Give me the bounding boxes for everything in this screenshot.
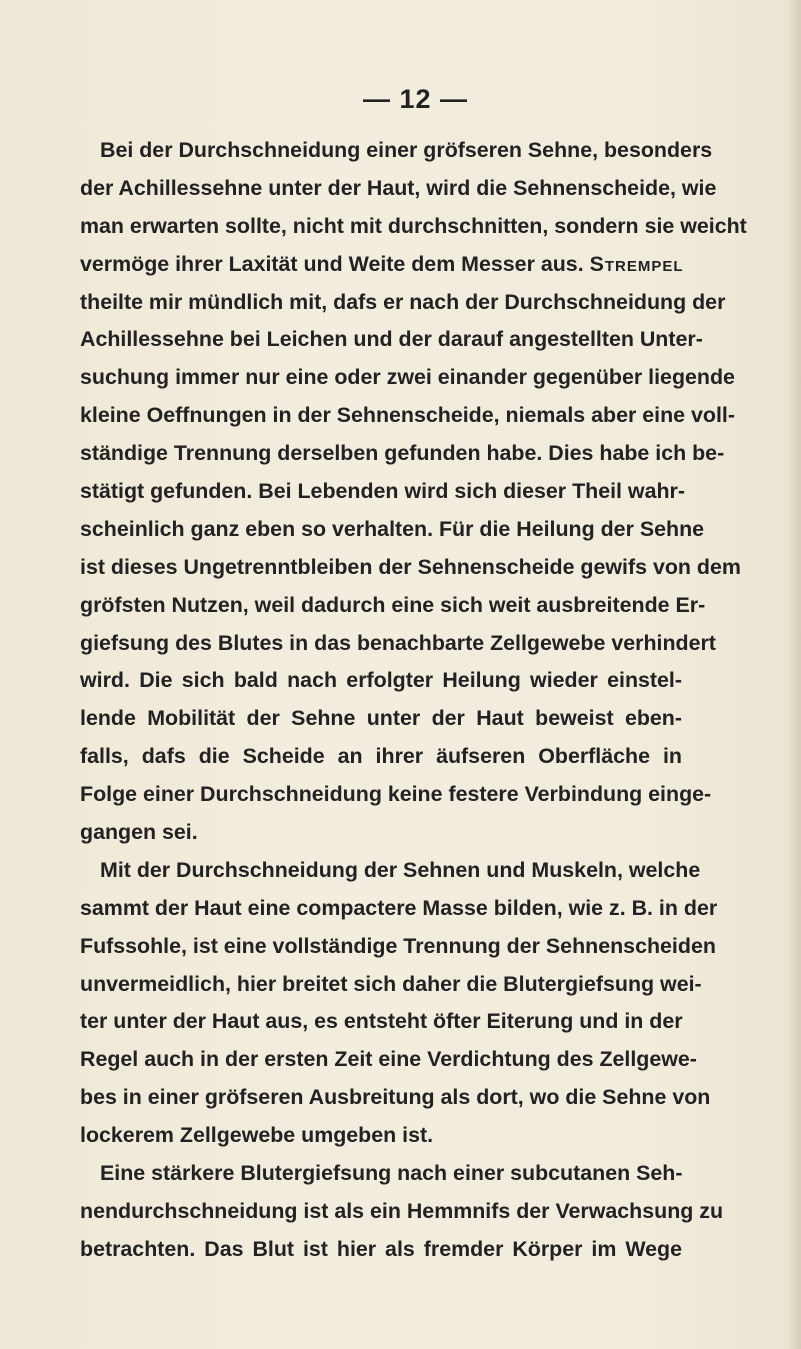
text-line-content: wird. Die sich bald nach erfolgter Heilung wieder einstel-	[80, 668, 682, 693]
text-line-content: stätigt gefunden. Bei Lebenden wird sich dieser Theil wahr-	[80, 479, 685, 504]
text-line	[80, 359, 735, 397]
text-line	[80, 1155, 682, 1193]
text-line-content: betrachten. Das Blut ist hier als fremder Körper im Wege	[80, 1236, 682, 1261]
text-line	[80, 625, 716, 663]
text-line	[80, 1193, 724, 1231]
text-line-content: scheinlich ganz eben so verhalten. Für die Heilung der Sehne	[80, 516, 705, 541]
text-line-content: ist dieses Ungetrenntbleiben der Sehnenscheide gewifs von dem	[80, 554, 741, 579]
text-line	[80, 1231, 682, 1269]
text-line	[80, 662, 682, 700]
text-line-content: Folge einer Durchschneidung keine festere Verbindung einge-	[80, 782, 712, 807]
text-line	[80, 852, 701, 890]
text-line	[80, 208, 747, 246]
text-line-content: der Achillessehne unter der Haut, wird die Sehnenscheide, wie	[80, 175, 717, 200]
text-line-content: Achillessehne bei Leichen und der darauf angestellten Unter-	[80, 327, 703, 352]
text-line-content: lende Mobilität der Sehne unter der Haut beweist eben-	[80, 706, 682, 731]
text-line-content: ter unter der Haut aus, es entsteht öfter Eiterung und in der	[80, 1009, 683, 1034]
text-line	[80, 966, 702, 1004]
text-line	[80, 928, 716, 966]
text-line-content: falls, dafs die Scheide an ihrer äufseren Oberfläche in	[80, 744, 682, 769]
author-name-smallcaps: Strempel	[589, 251, 684, 276]
text-line-content: Eine stärkere Blutergiefsung nach einer subcutanen Seh-	[100, 1161, 683, 1186]
text-line	[80, 132, 713, 170]
text-line	[80, 700, 682, 738]
text-line-content: theilte mir mündlich mit, dafs er nach der Durchschneidung der	[80, 289, 726, 314]
text-line-content: man erwarten sollte, nicht mit durchschnitten, sondern sie weicht	[80, 213, 747, 238]
text-line-content: Mit der Durchschneidung der Sehnen und Muskeln, welche	[100, 857, 701, 882]
text-line	[80, 776, 712, 814]
text-line	[80, 246, 682, 284]
text-line-content: gröfsten Nutzen, weil dadurch eine sich weit ausbreitende Er-	[80, 592, 706, 617]
text-line	[80, 738, 682, 776]
text-line-content: bes in einer gröfseren Ausbreitung als dort, wo die Sehne von	[80, 1085, 711, 1110]
body-text	[80, 132, 747, 1269]
text-line-content: gangen sei.	[80, 820, 198, 845]
text-line-content: lockerem Zellgewebe umgeben ist.	[80, 1123, 434, 1148]
text-line	[80, 1003, 682, 1041]
text-line-content: unvermeidlich, hier breitet sich daher die Blutergiefsung wei-	[80, 971, 702, 996]
text-line	[80, 435, 725, 473]
text-line-content: nendurchschneidung ist als ein Hemmnifs der Verwachsung zu	[80, 1198, 724, 1223]
text-line	[80, 511, 705, 549]
text-line-content: Regel auch in der ersten Zeit eine Verdichtung des Zellgewe-	[80, 1047, 697, 1072]
text-line-content: giefsung des Blutes in das benachbarte Zellgewebe verhindert	[80, 630, 716, 655]
text-line-content: kleine Oeffnungen in der Sehnenscheide, niemals aber eine voll-	[80, 403, 735, 428]
text-line	[80, 473, 685, 511]
text-line-content: suchung immer nur eine oder zwei einander gegenüber liegende	[80, 365, 735, 390]
text-line	[80, 549, 741, 587]
text-line	[80, 284, 726, 322]
text-line-content: Bei der Durchschneidung einer gröfseren Sehne, besonders	[100, 138, 713, 162]
text-line	[80, 397, 735, 435]
text-line	[80, 814, 682, 852]
text-line	[80, 170, 717, 208]
text-line	[80, 1079, 711, 1117]
text-line-content: Fufssohle, ist eine vollständige Trennung der Sehnenscheiden	[80, 933, 716, 958]
text-line-content: vermöge ihrer Laxität und Weite dem Messer aus.	[80, 251, 584, 276]
text-line	[80, 1117, 682, 1155]
text-line	[80, 890, 718, 928]
text-line-content: ständige Trennung derselben gefunden habe. Dies habe ich be-	[80, 441, 725, 466]
page-number: — 12 —	[362, 84, 469, 114]
page-edge-shadow	[787, 0, 801, 1349]
text-line	[80, 321, 703, 359]
text-line-content: sammt der Haut eine compactere Masse bilden, wie z. B. in der	[80, 895, 718, 920]
text-line	[80, 1041, 697, 1079]
text-line	[80, 587, 706, 625]
